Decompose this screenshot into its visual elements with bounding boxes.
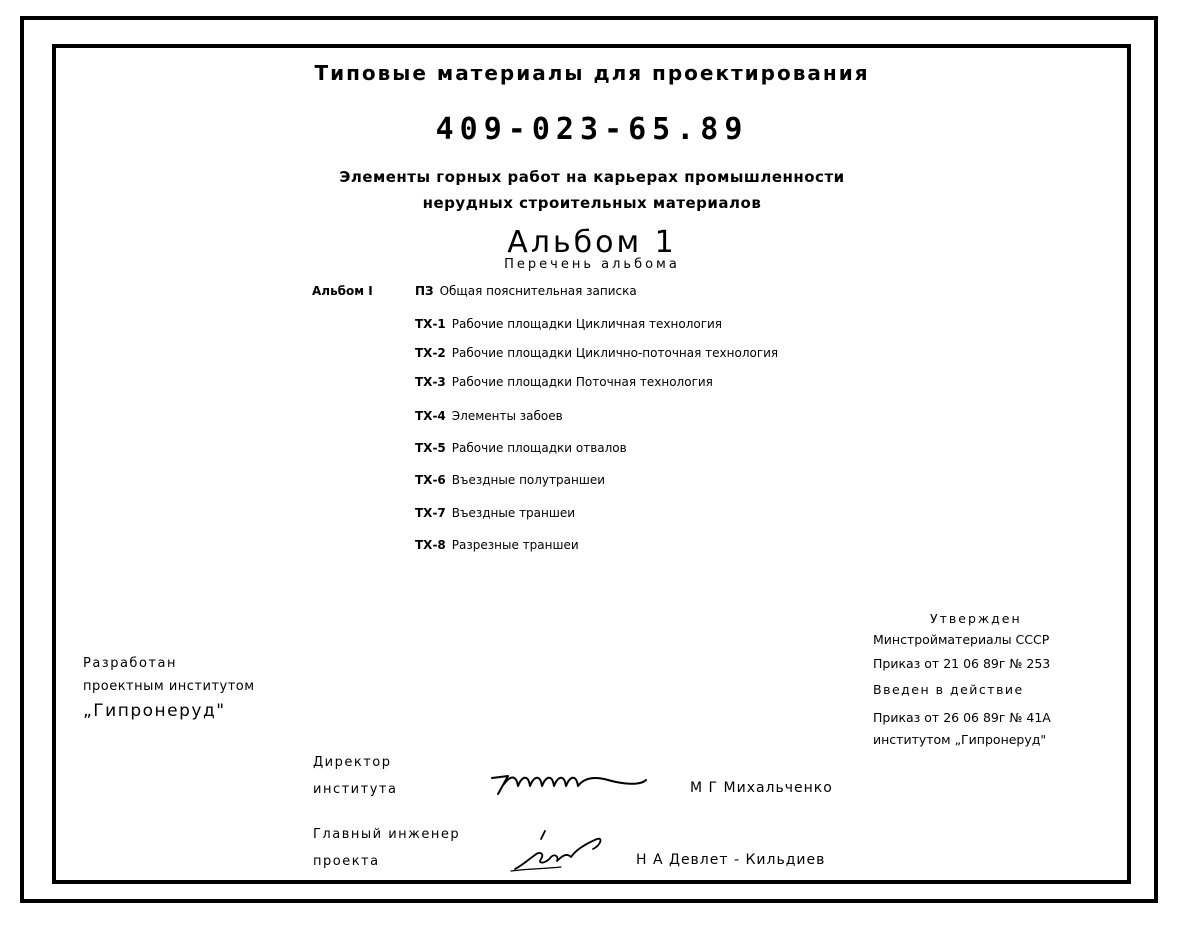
chief-engineer-signature [505, 825, 615, 875]
director-signature [490, 764, 650, 804]
developer-name: „Гипронеруд" [83, 701, 226, 721]
list-item [415, 285, 637, 297]
list-item [415, 347, 778, 359]
item-name: Элементы забоев [451, 409, 563, 423]
chief-engineer-name: Н А Девлет - Кильдиев [636, 852, 826, 868]
director-name: М Г Михальченко [690, 780, 833, 796]
item-code: ТХ-3 [415, 375, 446, 389]
item-name: Рабочие площадки Поточная технология [451, 375, 713, 389]
enactment-status: Введен в действие [873, 682, 1024, 697]
item-code: ТХ-1 [415, 317, 446, 331]
item-code: ТХ-7 [415, 506, 446, 520]
item-name: Общая пояснительная записка [439, 284, 637, 298]
item-name: Рабочие площадки Циклично-поточная технология [451, 346, 779, 360]
album-title: Альбом 1 [507, 225, 677, 260]
item-code: ТХ-6 [415, 473, 446, 487]
list-item [415, 442, 627, 454]
developer-label: Разработан [83, 656, 177, 671]
approval-status: Утвержден [930, 611, 1022, 626]
document-code: 409-023-65.89 [435, 112, 749, 147]
list-item [415, 410, 563, 422]
director-label-2: института [313, 782, 398, 797]
list-item [415, 539, 579, 551]
item-name: Въездные полутраншеи [451, 473, 605, 487]
list-heading: Перечень альбома [504, 257, 680, 272]
item-code: ТХ-5 [415, 441, 446, 455]
developer-institute: проектным институтом [83, 679, 255, 694]
director-label: Директор [313, 755, 392, 770]
list-item [415, 318, 722, 330]
list-item [415, 376, 713, 388]
document-title-line-2: нерудных строительных материалов [422, 194, 762, 212]
item-name: Разрезные траншеи [451, 538, 579, 552]
item-name: Рабочие площадки отвалов [451, 441, 627, 455]
item-code: ТХ-2 [415, 346, 446, 360]
approval-authority: Минстройматериалы СССР [873, 632, 1050, 647]
item-name: Рабочие площадки Цикличная технология [451, 317, 723, 331]
item-code: ТХ-8 [415, 538, 446, 552]
enactment-institute: институтом „Гипронеруд" [873, 732, 1047, 747]
chief-engineer-label: Главный инженер [313, 827, 461, 842]
album-label: Альбом I [312, 284, 373, 298]
chief-engineer-label-2: проекта [313, 854, 380, 869]
enactment-order: Приказ от 26 06 89г № 41А [873, 710, 1051, 725]
series-title: Типовые материалы для проектирования [314, 61, 870, 85]
item-code: ТХ-4 [415, 409, 446, 423]
list-item [415, 474, 605, 486]
document-title-line-1: Элементы горных работ на карьерах промышленности [339, 168, 845, 186]
list-item [415, 507, 575, 519]
approval-order: Приказ от 21 06 89г № 253 [873, 656, 1051, 671]
item-code: ПЗ [415, 284, 434, 298]
item-name: Въездные траншеи [451, 506, 576, 520]
